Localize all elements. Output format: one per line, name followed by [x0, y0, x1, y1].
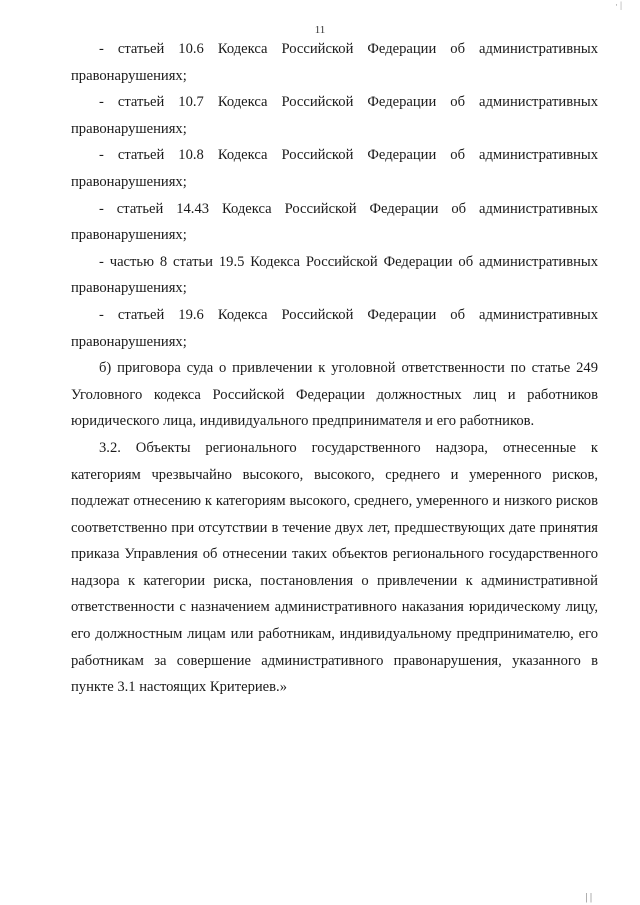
corner-mark-top: · | [614, 0, 622, 10]
page-number: 11 [314, 24, 326, 36]
paragraph-article-10-8: - статьей 10.8 Кодекса Российской Федерации об административных правонарушениях; [71, 147, 598, 190]
paragraph-article-19-5: - частью 8 статьи 19.5 Кодекса Российской Федерации об административных правонарушениях; [71, 253, 598, 297]
paragraph-article-14-43: - статьей 14.43 Кодекса Российской Федерации об административных правонарушениях; [71, 200, 598, 244]
paragraph-court-verdict: б) приговора суда о привлечении к уголовной ответственности по статье 249 Уголовного кодекса Российской Федерации должностных лиц и работников юридического лица, индивидуального предпринимателя и его работников. [71, 360, 598, 430]
paragraph-section-3-2: 3.2. Объекты регионального государственного надзора, отнесенные к категориям чрезвычайно высокого, высокого, среднего и умеренного рисков, подлежат отнесению к категориям высокого, среднего, умеренного и низкого рисков соответственно при отсутствии в течение двух лет, предшествующих дате принятия приказа Управления об отнесении таких объектов регионального государственного надзора к категории риска, постановления о привлечении к административной ответственности с назначением административного наказания юридическому лицу, его должностным лицам или работникам, индивидуальному предпринимателю, его работникам за совершение административного правонарушения, указанного в пункте 3.1 настоящих Критериев.» [71, 439, 598, 696]
paragraph-article-19-6: - статьей 19.6 Кодекса Российской Федерации об административных правонарушениях; [71, 306, 598, 350]
corner-mark-bottom: | | [585, 892, 592, 903]
paragraph-article-10-7: - статьей 10.7 Кодекса Российской Федерации об административных правонарушениях; [71, 94, 598, 137]
paragraph-article-10-6: - статьей 10.6 Кодекса Российской Федерации об административных правонарушениях; [71, 41, 598, 84]
document-body [71, 36, 598, 701]
